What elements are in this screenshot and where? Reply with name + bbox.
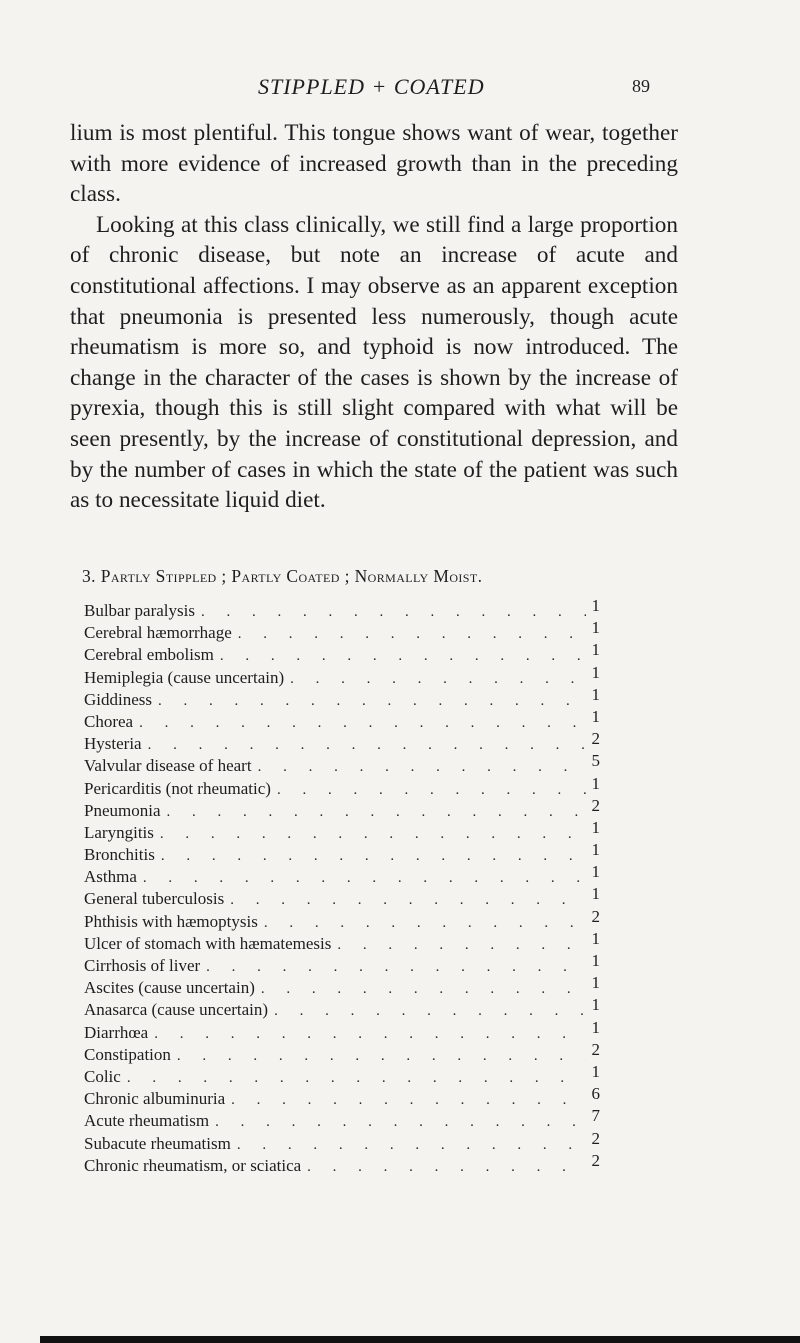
case-count: 1 [591,618,600,638]
list-item [84,995,600,1021]
condition-label: General tuberculosis [84,889,225,909]
dot-leader [195,601,586,623]
case-list [84,596,600,1177]
case-count: 7 [591,1106,600,1126]
condition-label: Cirrhosis of liver [84,956,201,975]
list-item [84,928,600,955]
case-count: 1 [591,596,600,615]
condition-label: Bronchitis [84,845,155,865]
dot-leader [225,1089,586,1111]
dot-leader [152,690,586,712]
case-count: 2 [591,795,600,815]
running-head: STIPPLED + COATED [258,74,485,99]
dot-leader [214,645,586,667]
dot-leader [155,845,586,867]
case-count: 1 [591,773,600,793]
condition-label: Constipation [84,1044,171,1064]
dot-leader [142,734,586,756]
condition-label: Chronic albuminuria [84,1089,226,1109]
dot-leader [200,956,586,978]
paragraph-2: Looking at this class clinically, we still find a large proportion of chronic disease, but note an increase of acute and constitutional affections. I may observe as an apparent exception that pneumonia is presented less numerously, though acute rheumatism is more so, and typhoid is now introduced. The change in the character of the cases is shown by the increase of pyrexia, though this is still slight compared with what will be seen presently, by the increase of constitutional depression, and by the number of cases in which the state of the patient was such as to necessitate liquid diet. [70,211,678,514]
case-count: 2 [591,1039,600,1059]
condition-label: Colic [84,1066,121,1086]
page-edge-rule [40,1336,800,1343]
dot-leader [255,978,586,1000]
dot-leader [224,889,586,911]
dot-leader [252,756,586,778]
case-count: 1 [591,862,600,882]
dot-leader [209,1111,586,1133]
case-count: 1 [591,995,600,1015]
dot-leader [231,1134,586,1156]
dot-leader [161,801,587,823]
condition-label: Ulcer of stomach with hæmatemesis [84,933,332,953]
condition-label: Subacute rheumatism [84,1133,231,1153]
case-count: 1 [591,662,600,682]
case-count: 6 [591,1084,600,1104]
condition-label: Acute rheumatism [84,1111,210,1131]
list-item [84,951,600,977]
dot-leader [171,1045,586,1067]
case-count: 2 [591,1128,600,1148]
list-item [84,773,600,800]
dot-leader [121,1067,586,1089]
condition-label: Chorea [84,711,134,731]
paragraph-1: lium is most plentiful. This tongue shows want of wear, together with more evidence of increased growth than in the preceding class. [70,120,678,208]
case-count: 2 [591,729,600,749]
condition-label: Pericarditis (not rheumatic) [84,778,271,798]
condition-label: Hemiplegia (cause uncertain) [84,667,285,687]
case-count: 2 [591,1150,600,1170]
dot-leader [271,779,586,801]
condition-label: Cerebral embolism [84,645,214,665]
list-item [84,662,600,689]
section-heading: 3. Partly Stippled ; Partly Coated ; Normally Moist. [82,566,483,586]
dot-leader [258,912,586,934]
case-count: 1 [591,973,600,993]
condition-label: Cerebral hæmorrhage [84,623,232,643]
list-item [84,1039,600,1066]
list-item [84,640,600,666]
body-text [70,118,678,516]
list-item [84,1061,600,1088]
case-count: 1 [591,706,600,726]
case-count: 1 [591,1017,600,1037]
dot-leader [268,1000,586,1022]
condition-label: Hysteria [84,734,142,754]
dot-leader [301,1156,586,1178]
condition-label: Pneumonia [84,800,161,820]
case-count: 2 [591,906,600,926]
case-count: 1 [591,1061,600,1081]
list-item [84,795,600,822]
case-count: 1 [591,640,600,660]
condition-label: Valvular disease of heart [84,756,252,776]
dot-leader [284,668,586,690]
list-item [84,862,600,888]
page-header [0,74,800,104]
list-item [84,1150,600,1177]
condition-label: Asthma [84,867,137,887]
case-count: 1 [591,840,600,860]
list-item [84,684,600,711]
list-item [84,1084,600,1110]
condition-label: Bulbar paralysis [84,601,195,620]
dot-leader [154,823,586,845]
condition-label: Ascites (cause uncertain) [84,978,255,998]
list-item [84,751,600,777]
list-item [84,817,600,844]
list-item [84,706,600,733]
dot-leader [133,712,586,734]
dot-leader [148,1023,586,1045]
case-count: 5 [591,751,600,771]
case-count: 1 [591,928,600,948]
list-item [84,906,600,933]
dot-leader [232,623,586,645]
list-item [84,729,600,755]
condition-label: Diarrhœa [84,1022,149,1042]
condition-label: Laryngitis [84,822,154,842]
condition-label: Giddiness [84,689,152,709]
condition-label: Chronic rheumatism, or sciatica [84,1155,302,1175]
case-count: 1 [591,817,600,837]
case-count: 1 [591,951,600,970]
dot-leader [331,934,586,956]
case-count: 1 [591,684,600,704]
list-item [84,1106,600,1132]
list-item [84,840,600,866]
list-item [84,618,600,644]
list-item [84,1128,600,1155]
condition-label: Anasarca (cause uncertain) [84,1000,269,1020]
list-item [84,973,600,999]
dot-leader [137,867,586,889]
page-number: 89 [632,76,650,96]
list-item [84,596,600,622]
list-item [84,884,600,910]
list-item [84,1017,600,1044]
case-count: 1 [591,884,600,904]
condition-label: Phthisis with hæmoptysis [84,911,258,931]
